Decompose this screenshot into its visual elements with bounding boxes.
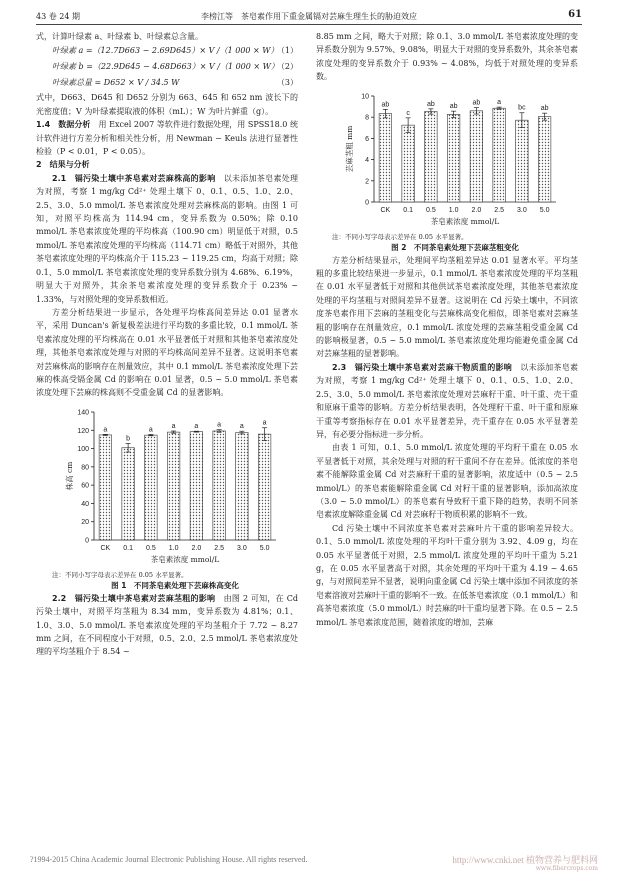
- bar-CK: [379, 113, 392, 201]
- paragraph-2-2: 由图 2 可知，在 Cd 污染土壤中，对照平均茎粗为 8.34 mm，变异系数为 4.81%；0.1、1.0、3.0、5.0 mmol/L 茶皂素浓度处理的平均茎粗介于 7.72 ~ 8.27 mm 之间，在不同程度小于对照，0.5、2.0、2.5 mmol/L 茶皂素浓度处理的平均茎粗介于 8.54 ~: [36, 593, 299, 657]
- bar-3.0: [516, 120, 529, 202]
- paragraph-2-3b: 由表 1 可知，0.1、5.0 mmol/L 浓度处理的平均籽干重在 0.05 水平显著低于对照，其余处理与对照的籽干重间不存在差异。低浓度的茶皂素不能解除重金属 Cd 对芸麻籽干重的显著影响，浓度适中（0.5 ~ 2.5 mmol/L）的茶皂素能解除重金属 Cd 对籽干重的显著影响，添加高浓度（3.0 ~ 5.0 mmol/L）的茶皂素有导致籽干重下降的趋势，表明不同茶皂素浓度解除重金属 Cd 对芸麻籽干物质积累的影响不一致。: [316, 443, 578, 520]
- equation-1-formula: 叶绿素 a =（12.7D663 − 2.69D645）× V /（1 000 × W）: [52, 46, 279, 56]
- equation-3-formula: 叶绿素总量 = D652 × V / 34.5 W: [52, 78, 180, 88]
- paragraph-2-3a: 以未添加茶皂素为对照，考察 1 mg/kg Cd²⁺ 处理土壤下 0、0.1、0.5、1.0、2.0、2.5、3.0、5.0 mmol/L 茶皂素浓度处理对芸麻籽干重、叶干重、壳干重和原麻干重等的影响。方差分析结果表明，各处理籽干重、叶干重和原麻干重等考察指标存在 0.01 水平显著差异，壳干重存在 0.05 水平显著差异，有必要分指标进一步分析。: [316, 362, 579, 439]
- x-tick-label: 5.0: [539, 206, 550, 214]
- significance-label: ab: [540, 104, 549, 112]
- paragraph-2-2b: 方差分析结果显示，处理间平均茎粗差异达 0.01 显著水平。平均茎粗的多重比较结果进一步显示，0.1 mmol/L 茶皂素浓度处理的平均茎粗在 0.01 水平显著低于对照和其他供试茶皂素浓度处理，其他茶皂素浓度处理的平均茎粗与对照间差异不显著。这说明在 Cd 污染土壤中，不同浓度茶皂素作用下芸麻的茎粗变化与芸麻株高变化相似，即茶皂素对芸麻茎粗的影响存在剂量效应，0.1 mmol/L 浓度处理的芸麻茎粗受重金属 Cd 的影响极显著，0.5 ~ 5.0 mmol/L 茶皂素浓度处理均能避免重金属 Cd 对芸麻茎粗的显著影响。: [316, 255, 578, 359]
- x-tick-label: 2.0: [471, 206, 482, 214]
- cnki-url: http://www.cnki.net: [452, 855, 524, 865]
- significance-label: c: [406, 109, 410, 117]
- y-tick-label: 120: [77, 427, 89, 435]
- y-tick-label: 100: [77, 445, 89, 453]
- figure-2-chart: [316, 84, 578, 232]
- equation-2: [36, 59, 298, 75]
- y-tick-label: 6: [365, 135, 369, 143]
- y-tick-label: 80: [81, 464, 89, 472]
- bar-5.0: [538, 116, 551, 201]
- significance-label: a: [171, 422, 176, 430]
- significance-label: ab: [449, 102, 458, 110]
- x-axis-label: 茶皂素浓度 mmol/L: [430, 216, 500, 226]
- left-column: [36, 30, 298, 659]
- x-axis-label: 茶皂素浓度 mmol/L: [150, 554, 220, 564]
- y-tick-label: 0: [85, 537, 89, 545]
- y-tick-label: 60: [81, 482, 89, 490]
- bar-2.0: [470, 110, 483, 201]
- section-heading-2-2: 2.2 镉污染土壤中茶皂素对芸麻茎粗的影响: [52, 593, 216, 603]
- significance-label: ab: [472, 99, 481, 107]
- journal-volume: 43 卷 24 期: [36, 12, 80, 21]
- y-axis-label: 芸麻茎粗 mm: [345, 125, 354, 172]
- bar-0.1: [402, 125, 415, 202]
- bar-2.5: [213, 431, 226, 540]
- significance-label: a: [103, 426, 108, 434]
- y-tick-label: 10: [361, 93, 369, 101]
- significance-label: a: [217, 421, 222, 429]
- x-tick-label: 2.0: [191, 544, 202, 552]
- x-tick-label: 0.1: [403, 206, 413, 214]
- x-tick-label: 1.0: [448, 206, 459, 214]
- significance-label: a: [262, 419, 267, 427]
- page-footer: [30, 853, 598, 867]
- section-heading-2-3: 2.3 镉污染土壤中茶皂素对芸麻干物质重的影响: [332, 362, 513, 372]
- bar-CK: [99, 435, 112, 540]
- y-tick-label: 40: [81, 500, 89, 508]
- paragraph-2-3c: Cd 污染土壤中不同浓度茶皂素对芸麻叶片干重的影响差异较大。0.1、5.0 mmol/L 浓度处理的平均叶干重分别为 3.92、4.09 g，均在 0.05 水平显著低于对照，2.5 mmol/L 浓度处理的平均叶干重为 5.21 g，在 0.05 水平显著高于对照，其余处理的平均叶干重为 4.19 ~ 4.65 g，与对照间差异不显著，说明向重金属 Cd 污染土壤中添加不同浓度的茶皂素溶液对芸麻叶干重的影响不一致。在低茶皂素浓度（0.1 mmol/L）和高茶皂素浓度（5.0 mmol/L）时芸麻的叶干重均显著下降。在 0.5 ~ 2.5 mmol/L 茶皂素浓度范围，随着浓度的增加，芸麻: [316, 523, 578, 627]
- figure-1-chart: [36, 400, 298, 570]
- bar-5.0: [258, 434, 271, 540]
- bar-3.0: [236, 432, 249, 539]
- y-tick-label: 2: [365, 177, 369, 185]
- section-heading-2: 2 结果与分析: [36, 160, 90, 170]
- y-tick-label: 20: [81, 518, 89, 526]
- paragraph-2-1b: 方差分析结果进一步显示，各处理平均株高间差异达 0.01 显著水平，采用 Duncan's 新复极差法进行平均数的多重比较，0.1 mmol/L 茶皂素浓度处理的平均株高在 0.01 水平显著低于对照和其他茶皂素浓度处理，其他茶皂素浓度处理与对照的平均株高间差异不显著。这说明茶皂素对芸麻株高的影响存在剂量效应，其中 0.1 mmol/L 茶皂素浓度处理下芸麻的株高受镉金属 Cd 的影响在 0.01 显著，0.5 ~ 5.0 mmol/L 茶皂素浓度处理下芸麻的株高则不受重金属 Cd 的显著影响。: [36, 307, 298, 398]
- copyright-notice: ?1994-2015 China Academic Journal Electronic Publishing House. All rights reserved.: [30, 855, 308, 864]
- significance-label: ab: [426, 100, 435, 108]
- x-tick-label: CK: [380, 206, 391, 214]
- x-tick-label: 2.5: [214, 544, 224, 552]
- section-heading-2-1: 2.1 镉污染土壤中茶皂素对芸麻株高的影响: [52, 173, 216, 183]
- x-tick-label: 2.5: [494, 206, 504, 214]
- x-tick-label: 0.1: [123, 544, 133, 552]
- figure-2-caption: 图 2 不同茶皂素处理下芸麻茎粗变化: [391, 242, 519, 252]
- running-title: 李榜江等 茶皂素作用下重金属镉对芸麻生理生长的胁迫效应: [201, 12, 417, 21]
- y-tick-label: 4: [365, 156, 369, 164]
- equation-1: [36, 43, 298, 59]
- equation-2-number: （2）: [276, 62, 298, 72]
- y-tick-label: 8: [365, 114, 369, 122]
- page-header: [36, 8, 582, 25]
- page-number: 61: [568, 9, 582, 20]
- equation-3: [36, 75, 298, 91]
- significance-label: ab: [381, 100, 390, 108]
- equation-note: 式中，D663、D645 和 D652 分别为 663、645 和 652 nm 波长下的光密度值；V 为叶绿素提取液的体积（mL）；W 为叶片鲜重（g）。: [36, 93, 298, 116]
- x-tick-label: 0.5: [426, 206, 436, 214]
- figure-2: [316, 84, 578, 254]
- bar-2.0: [190, 431, 203, 539]
- paragraph-1-4: 用 Excel 2007 等软件进行数据处理，用 SPSS18.0 统计软件进行方差分析和相关性分析，用 Newman − Keuls 法进行显著性检验（P < 0.01，P < 0.05）。: [36, 120, 298, 157]
- x-tick-label: 3.0: [517, 206, 527, 214]
- right-column: [316, 30, 578, 629]
- x-tick-label: 0.5: [146, 544, 156, 552]
- figure-1: [36, 400, 298, 592]
- significance-label: a: [194, 422, 199, 430]
- bar-2.5: [493, 108, 506, 202]
- significance-label: bc: [518, 104, 526, 112]
- significance-label: b: [126, 435, 131, 443]
- equation-3-number: （3）: [276, 78, 298, 88]
- equation-1-number: （1）: [276, 46, 298, 56]
- equation-2-formula: 叶绿素 b =（22.9D645 − 4.68D663）× V /（1 000 × W）: [52, 62, 279, 72]
- watermark-name: 植物营养与肥料网: [525, 855, 598, 865]
- x-tick-label: 1.0: [168, 544, 179, 552]
- x-tick-label: CK: [100, 544, 111, 552]
- section-heading-1-4: 1.4 数据分析: [36, 120, 91, 130]
- paragraph-2-2-continued: 8.85 mm 之间，略大于对照；除 0.1、3.0 mmol/L 茶皂素浓度处理的变异系数分别为 9.57%、9.08%，明显大于对照的变异系数外，其余茶皂素浓度处理的变异系数介于 0.93% ~ 4.08%，均低于对照处理的变异系数。: [316, 32, 578, 82]
- bar-1.0: [167, 432, 180, 540]
- y-tick-label: 0: [365, 199, 369, 207]
- bar-0.1: [122, 447, 135, 539]
- significance-label: a: [497, 98, 502, 106]
- intro-text: 式，计算叶绿素 a、叶绿素 b、叶绿素总含量。: [36, 32, 203, 41]
- figure-1-note: 注：不同小写字母表示差异在 0.05 水平显著。: [52, 570, 188, 579]
- significance-label: a: [148, 426, 153, 434]
- paragraph-2-1a: 以未添加茶皂素处理为对照，考察 1 mg/kg Cd²⁺ 处理土壤下 0、0.1、0.5、1.0、2.0、2.5、3.0、5.0 mmol/L 茶皂素浓度处理对芸麻株高的影响。由图 1 可知，对照平均株高为 114.94 cm，变异系数为 0.50%；除 0.10 mmol/L 茶皂素浓度处理的平均株高（100.90 cm）明显低于对照，0.5 mmol/L 茶皂素浓度处理的平均株高（114.71 cm）略低于对照外，其他茶皂素浓度处理的平均株高介于 115.23 ~ 119.25 cm，均高于对照；除 0.1、5.0 mmol/L 茶皂素浓度处理的变异系数分别为 4.68%、6.19%，明显大于对照外，其余茶皂素浓度处理的变异系数介于 0.23% ~ 1.33%，与对照处理的变异系数相近。: [36, 173, 299, 304]
- figure-2-note: 注：不同小写字母表示差异在 0.05 水平显著。: [332, 232, 468, 241]
- x-tick-label: 5.0: [259, 544, 270, 552]
- bar-1.0: [447, 114, 460, 202]
- figure-1-caption: 图 1 不同茶皂素处理下芸麻株高变化: [111, 580, 239, 590]
- y-tick-label: 140: [77, 409, 89, 417]
- bar-0.5: [425, 111, 438, 202]
- bar-0.5: [145, 435, 158, 540]
- y-axis-label: 株高 cm: [65, 461, 74, 491]
- significance-label: a: [239, 422, 244, 430]
- x-tick-label: 3.0: [237, 544, 247, 552]
- watermark-url: www.fibercrops.com: [535, 865, 598, 872]
